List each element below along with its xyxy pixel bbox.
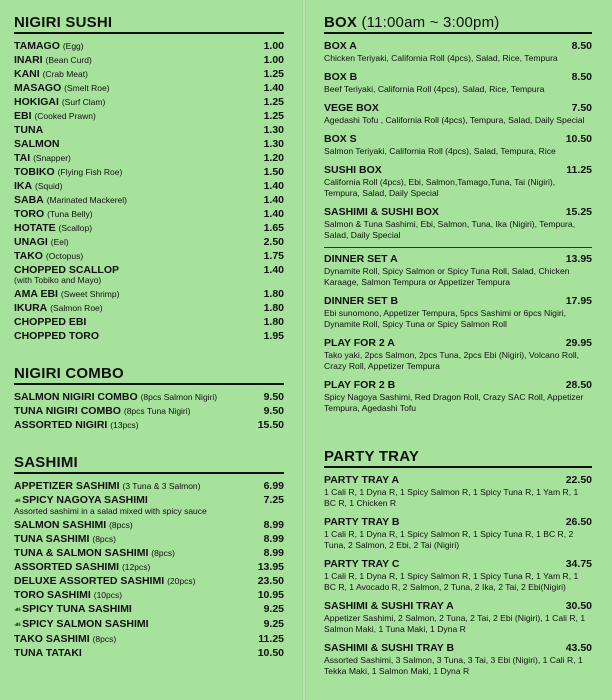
menu-item-name: VEGE BOX <box>324 102 379 114</box>
menu-item-price: 17.95 <box>565 295 592 307</box>
menu-item-name: TUNA <box>14 124 44 136</box>
menu-item-price: 15.25 <box>565 206 592 218</box>
menu-item-desc: (8pcs) <box>109 520 133 530</box>
menu-item-label <box>14 165 122 179</box>
nigiri-combo-title: NIGIRI COMBO <box>14 365 284 385</box>
menu-item-desc: (8pcs Tuna Nigiri) <box>123 406 191 416</box>
menu-item-desc: (Tuna Belly) <box>47 209 93 219</box>
box-title <box>324 14 592 34</box>
menu-item-desc: (20pcs) <box>167 576 196 586</box>
menu-item-label <box>14 39 84 53</box>
menu-item-name: TAKO SASHIMI <box>14 633 90 645</box>
menu-item-desc: Appetizer Sashimi, 2 Salmon, 2 Tuna, 2 Tai, 2 Ebi (Nigiri), 1 Cali R, 1 Salmon Maki, 1 Tuna Maki, 1 Dyna R <box>324 613 586 634</box>
menu-item <box>324 252 592 288</box>
menu-item-label <box>14 315 86 329</box>
menu-item-name: BOX B <box>324 71 358 83</box>
menu-item-price: 1.80 <box>263 302 284 314</box>
menu-item-price: 28.50 <box>565 379 592 391</box>
left-panel <box>0 0 302 700</box>
menu-item-price: 1.30 <box>263 138 284 150</box>
menu-item <box>324 599 592 635</box>
menu-item <box>14 179 284 193</box>
menu-item-price: 10.50 <box>565 133 592 145</box>
menu-item-desc: (Marinated Mackerel) <box>46 195 127 205</box>
menu-item-name: SASHIMI & SUSHI TRAY B <box>324 642 455 654</box>
menu-item-label <box>14 532 116 546</box>
menu-item-price: 1.75 <box>263 250 284 262</box>
menu-item-price: 34.75 <box>565 558 592 570</box>
menu-item <box>14 67 284 81</box>
menu-item <box>14 235 284 249</box>
menu-item-price: 1.40 <box>263 208 284 220</box>
menu-item-label <box>14 287 119 301</box>
menu-item <box>14 301 284 315</box>
menu-item-desc: (Flying Fish Roe) <box>57 167 123 177</box>
menu-item-label <box>14 81 110 95</box>
menu-item-desc: (Salmon Roe) <box>50 303 103 313</box>
nigiri-sushi-title: NIGIRI SUSHI <box>14 14 284 34</box>
menu-item-name: CHOPPED TORO <box>14 330 99 342</box>
menu-item-name: DELUXE ASSORTED SASHIMI <box>14 575 165 587</box>
menu-item-price: 30.50 <box>565 600 592 612</box>
menu-item-desc: (Eel) <box>50 237 69 247</box>
menu-item-label <box>14 221 92 235</box>
menu-item-price: 1.00 <box>263 54 284 66</box>
menu-item-label <box>14 390 217 404</box>
menu-item <box>324 39 592 64</box>
menu-item-price: 1.80 <box>263 316 284 328</box>
menu-item-name: TAKO <box>14 250 43 262</box>
menu-item-name: UNAGI <box>14 236 48 248</box>
menu-item-header <box>324 163 592 177</box>
party-tray-title: PARTY TRAY <box>324 448 592 468</box>
menu-item <box>14 249 284 263</box>
menu-item <box>14 617 284 632</box>
menu-item-name: TAMAGO <box>14 40 60 52</box>
menu-item-note: Assorted sashimi in a salad mixed with spicy sauce <box>14 506 207 516</box>
menu-item-price: 8.99 <box>263 547 284 559</box>
menu-item-name: DINNER SET B <box>324 295 399 307</box>
menu-item-price: 8.99 <box>263 533 284 545</box>
menu-item-name: ASSORTED SASHIMI <box>14 561 120 573</box>
menu-item-price: 10.95 <box>257 589 284 601</box>
menu-item-price: 7.50 <box>571 102 592 114</box>
menu-item-price: 1.80 <box>263 288 284 300</box>
menu-item-name: DINNER SET A <box>324 253 398 265</box>
menu-item <box>14 53 284 67</box>
menu-item-name: PARTY TRAY B <box>324 516 400 528</box>
menu-item <box>14 95 284 109</box>
menu-item-price: 23.50 <box>257 575 284 587</box>
menu-item-label <box>14 179 62 193</box>
menu-item-name: ☙ SPICY NAGOYA SASHIMI <box>14 494 148 506</box>
menu-item <box>14 418 284 432</box>
menu-item-header <box>324 515 592 529</box>
menu-item-desc: Dynamite Roll, Spicy Salmon or Spicy Tuna Roll, Salad, Chicken Karaage, Salmon Tempura or Appetizer Tempura <box>324 266 570 287</box>
menu-item-price: 8.50 <box>571 40 592 52</box>
menu-item-desc: (12pcs) <box>121 562 151 572</box>
menu-item <box>14 123 284 137</box>
menu-item-name: ASSORTED NIGIRI <box>14 419 108 431</box>
menu-item-price: 2.50 <box>263 236 284 248</box>
menu-item-header <box>324 336 592 350</box>
menu-item-desc: 1 Cali R, 1 Dyna R, 1 Spicy Salmon R, 1 Spicy Tuna R, 1 Yam R, 1 BC R, 1 Avocado R, 2 Salmon, 2 Tuna, 2 Ika, 2 Tai, 2 Ebi(Nigiri) <box>324 571 579 592</box>
menu-item <box>324 132 592 157</box>
sashimi-list <box>14 479 284 660</box>
menu-item-name: CHOPPED EBI <box>14 316 87 328</box>
menu-item <box>324 641 592 677</box>
menu-item-label <box>14 207 93 221</box>
menu-item-desc: (8pcs) <box>92 534 116 544</box>
menu-item-header <box>324 378 592 392</box>
menu-item-desc: (Cooked Prawn) <box>34 111 96 121</box>
menu-item-desc: (Snapper) <box>33 153 71 163</box>
menu-item <box>324 101 592 126</box>
menu-item-price: 1.40 <box>263 194 284 206</box>
menu-item-header <box>324 205 592 219</box>
menu-item-label <box>14 646 82 660</box>
menu-item-desc: (Sweet Shrimp) <box>60 289 120 299</box>
menu-item-header <box>324 39 592 53</box>
menu-item-price: 1.40 <box>263 264 284 276</box>
menu-item <box>14 137 284 151</box>
menu-item-label <box>14 109 96 123</box>
menu-item <box>14 315 284 329</box>
menu-item-name: APPETIZER SASHIMI <box>14 480 120 492</box>
menu-item <box>14 81 284 95</box>
menu-item-name: TAI <box>14 152 31 164</box>
menu-item <box>14 287 284 301</box>
menu-item-price: 43.50 <box>565 642 592 654</box>
menu-item <box>14 165 284 179</box>
menu-item-price: 15.50 <box>257 419 284 431</box>
menu-item <box>14 404 284 418</box>
menu-item-label <box>14 632 116 646</box>
dinner-list <box>324 252 592 414</box>
menu-item-name: EBI <box>14 110 32 122</box>
menu-item-label <box>14 404 190 418</box>
menu-item-label <box>14 588 122 602</box>
menu-item <box>324 473 592 509</box>
menu-item-desc: (Egg) <box>62 41 84 51</box>
menu-item-name: TORO <box>14 208 45 220</box>
menu-item-price: 1.20 <box>263 152 284 164</box>
right-panel <box>306 0 612 700</box>
menu-item-name: AMA EBI <box>14 288 58 300</box>
menu-item-name: ☙ SPICY TUNA SASHIMI <box>14 603 132 615</box>
menu-item-desc: (Crab Meat) <box>42 69 88 79</box>
menu-item <box>14 479 284 493</box>
nigiri-combo-list <box>14 390 284 432</box>
menu-item-name: IKA <box>14 180 33 192</box>
menu-item-label <box>14 249 83 263</box>
menu-item-name: HOKIGAI <box>14 96 59 108</box>
menu-item <box>14 546 284 560</box>
menu-item-header <box>324 641 592 655</box>
menu-item-price: 26.50 <box>565 516 592 528</box>
menu-item <box>324 70 592 95</box>
box-hours: (11:00am ~ 3:00pm) <box>361 14 500 31</box>
menu-item-label <box>14 235 69 249</box>
menu-item-label <box>14 95 105 109</box>
menu-item-name: SASHIMI & SUSHI TRAY A <box>324 600 454 612</box>
menu-item-price: 9.25 <box>263 603 284 615</box>
menu-item <box>14 221 284 235</box>
menu-item-desc: Salmon & Tuna Sashimi, Ebi, Salmon, Tuna, Ika (Nigiri), Tempura, Salad, Daily Special <box>324 219 576 240</box>
menu-item-name: IKURA <box>14 302 48 314</box>
menu-item-name: TORO SASHIMI <box>14 589 91 601</box>
menu-item-name: SABA <box>14 194 44 206</box>
menu-item-name: PLAY FOR 2 B <box>324 379 396 391</box>
menu-item-desc: California Roll (4pcs), Ebi, Salmon,Tamago,Tuna, Tai (Nigiri), Tempura, Salad, Daily Special <box>324 177 556 198</box>
menu-item-price: 13.95 <box>565 253 592 265</box>
menu-item-desc: (Octopus) <box>45 251 84 261</box>
menu-item-desc: Assorted Sashimi, 3 Salmon, 3 Tuna, 3 Tai, 3 Ebi (Nigiri), 1 Cali R, 1 Tekka Maki, 1 Salmon Maki, 1 Dyna R <box>324 655 583 676</box>
menu-item-name: CHOPPED SCALLOP <box>14 264 120 276</box>
menu-item-label <box>14 151 71 165</box>
menu-item-name: PLAY FOR 2 A <box>324 337 395 349</box>
menu-item <box>14 193 284 207</box>
menu-item-desc: (Squid) <box>35 181 63 191</box>
menu-item-price: 1.25 <box>263 68 284 80</box>
menu-item-note: (with Tobiko and Mayo) <box>14 275 102 285</box>
menu-item <box>324 378 592 414</box>
menu-item <box>14 151 284 165</box>
menu-item <box>324 557 592 593</box>
menu-item-name: SASHIMI & SUSHI BOX <box>324 206 439 218</box>
menu-item-price: 6.99 <box>263 480 284 492</box>
menu-item-price: 1.25 <box>263 110 284 122</box>
menu-item-label <box>14 137 60 151</box>
menu-item-desc: (13pcs) <box>110 420 139 430</box>
menu-item-label <box>14 479 201 493</box>
menu-item-price: 11.25 <box>566 164 592 176</box>
menu-item <box>14 518 284 532</box>
menu-item-desc: Beef Teriyaki, California Roll (4pcs), Salad, Rice, Tempura <box>324 84 545 94</box>
menu-item-header <box>324 473 592 487</box>
menu-item <box>14 602 284 617</box>
box-title-text: BOX <box>324 14 358 31</box>
box-divider <box>324 247 592 248</box>
menu-item <box>14 646 284 660</box>
menu-item-name: PARTY TRAY A <box>324 474 400 486</box>
menu-item <box>14 588 284 602</box>
menu-item-price: 1.30 <box>263 124 284 136</box>
menu-item <box>14 109 284 123</box>
menu-item-header <box>324 294 592 308</box>
menu-item-desc: (Scallop) <box>58 223 93 233</box>
menu-item <box>14 532 284 546</box>
menu-item-name: SALMON NIGIRI COMBO <box>14 391 138 403</box>
menu-item-desc: Ebi sunomono, Appetizer Tempura, 5pcs Sashimi or 6pcs Nigiri, Dynamite Roll, Spicy Tuna or Spicy Salmon Roll <box>324 308 567 329</box>
menu-item-price: 9.50 <box>263 391 284 403</box>
menu-item-label <box>14 301 103 315</box>
menu-item-desc: (3 Tuna & 3 Salmon) <box>122 481 201 491</box>
menu-item-desc: (10pcs) <box>93 590 123 600</box>
menu-item-label <box>14 546 175 560</box>
menu-item-price: 1.50 <box>263 166 284 178</box>
menu-item-desc: Salmon Teriyaki, California Roll (4pcs), Salad, Tempura, Rice <box>324 146 556 156</box>
menu-item-label <box>14 53 92 67</box>
menu-item-name: TUNA TATAKI <box>14 647 82 659</box>
menu-item <box>324 294 592 330</box>
menu-item-desc: (8pcs) <box>92 634 117 644</box>
menu-item-name: SALMON <box>14 138 60 150</box>
menu-item <box>324 205 592 241</box>
menu-item-header <box>324 70 592 84</box>
menu-item-name: PARTY TRAY C <box>324 558 400 570</box>
menu-item <box>14 329 284 343</box>
menu-item-price: 10.50 <box>257 647 284 659</box>
menu-item-price: 1.00 <box>263 40 284 52</box>
menu-item-price: 1.40 <box>263 180 284 192</box>
menu-item-label <box>14 617 149 632</box>
menu-item-desc: (Smelt Roe) <box>64 83 110 93</box>
menu-item-name: BOX A <box>324 40 357 52</box>
menu-item-header <box>324 132 592 146</box>
menu-item <box>14 39 284 53</box>
menu-item-name: TUNA NIGIRI COMBO <box>14 405 121 417</box>
menu-item-header <box>324 599 592 613</box>
menu-item-desc: 1 Cali R, 1 Dyna R, 1 Spicy Salmon R, 1 Spicy Tuna R, 1 Yam R, 1 BC R, 1 Chicken R <box>324 487 579 508</box>
menu-item-desc: Chicken Teriyaki, California Roll (4pcs), Salad, Rice, Tempura <box>324 53 558 63</box>
menu-item <box>14 632 284 646</box>
menu-item <box>324 515 592 551</box>
menu-item-label <box>14 329 99 343</box>
menu-item-price: 1.95 <box>263 330 284 342</box>
menu-item-price: 9.50 <box>263 405 284 417</box>
nigiri-sushi-list <box>14 39 284 343</box>
menu-item-name: SUSHI BOX <box>324 164 382 176</box>
menu-item-name: MASAGO <box>14 82 62 94</box>
menu-item-price: 29.95 <box>565 337 592 349</box>
menu-item-name: KANI <box>14 68 40 80</box>
menu-item-label <box>14 574 195 588</box>
menu-item-name: TOBIKO <box>14 166 55 178</box>
box-list <box>324 39 592 241</box>
menu-item-desc: (8pcs Salmon Nigiri) <box>140 392 218 402</box>
menu-item <box>14 574 284 588</box>
menu-item-desc: (8pcs) <box>151 548 175 558</box>
menu-item-price: 8.99 <box>263 519 284 531</box>
menu-item-name: TUNA SASHIMI <box>14 533 90 545</box>
menu-item-label <box>14 418 139 432</box>
menu-item-label <box>14 67 88 81</box>
menu-item-header <box>324 557 592 571</box>
menu-item-price: 8.50 <box>571 71 592 83</box>
menu-item-label <box>14 518 133 532</box>
menu-item-name: SALMON SASHIMI <box>14 519 107 531</box>
menu-item-name: BOX S <box>324 133 357 145</box>
menu-item-desc: Spicy Nagoya Sashimi, Red Dragon Roll, Crazy SAC Roll, Appetizer Tempura, Agedashi Tofu <box>324 392 584 413</box>
menu-item-label <box>14 193 127 207</box>
menu-item <box>14 560 284 574</box>
sashimi-title: SASHIMI <box>14 454 284 474</box>
menu-item-name: INARI <box>14 54 43 66</box>
menu-item-label <box>14 602 132 617</box>
menu-item-name: TUNA & SALMON SASHIMI <box>14 547 149 559</box>
menu-item-name: ☙ SPICY SALMON SASHIMI <box>14 618 149 630</box>
menu-item-price: 1.25 <box>263 96 284 108</box>
menu-item-desc: (Bean Curd) <box>45 55 92 65</box>
menu-item-price: 11.25 <box>258 633 284 645</box>
menu-item-price: 7.25 <box>263 494 284 506</box>
menu-item-price: 13.95 <box>257 561 284 573</box>
party-tray-list <box>324 473 592 677</box>
menu-item <box>14 390 284 404</box>
menu-item <box>324 163 592 199</box>
menu-item-name: HOTATE <box>14 222 56 234</box>
menu-item-desc: (Surf Clam) <box>61 97 106 107</box>
menu-item-header <box>324 252 592 266</box>
menu-item-desc: Tako yaki, 2pcs Salmon, 2pcs Tuna, 2pcs Ebi (Nigiri), Volcano Roll, Crazy Roll, Appetizer Tempura <box>324 350 580 371</box>
menu-item-label <box>14 560 150 574</box>
menu-item-price: 22.50 <box>565 474 592 486</box>
menu-item-label <box>14 123 43 137</box>
menu-item-price: 1.65 <box>263 222 284 234</box>
menu-item-desc: Agedashi Tofu , California Roll (4pcs), Tempura, Salad, Daily Special <box>324 115 585 125</box>
menu-item-desc: 1 Cali R, 1 Dyna R, 1 Spicy Salmon R, 1 Spicy Tuna R, 1 BC R, 2 Tuna, 2 Salmon, 2 Ebi, 2 Tai (Nigiri) <box>324 529 574 550</box>
menu-item-price: 9.25 <box>263 618 284 630</box>
menu-item <box>324 336 592 372</box>
menu-item <box>14 207 284 221</box>
menu-item-price: 1.40 <box>263 82 284 94</box>
menu-item-header <box>324 101 592 115</box>
